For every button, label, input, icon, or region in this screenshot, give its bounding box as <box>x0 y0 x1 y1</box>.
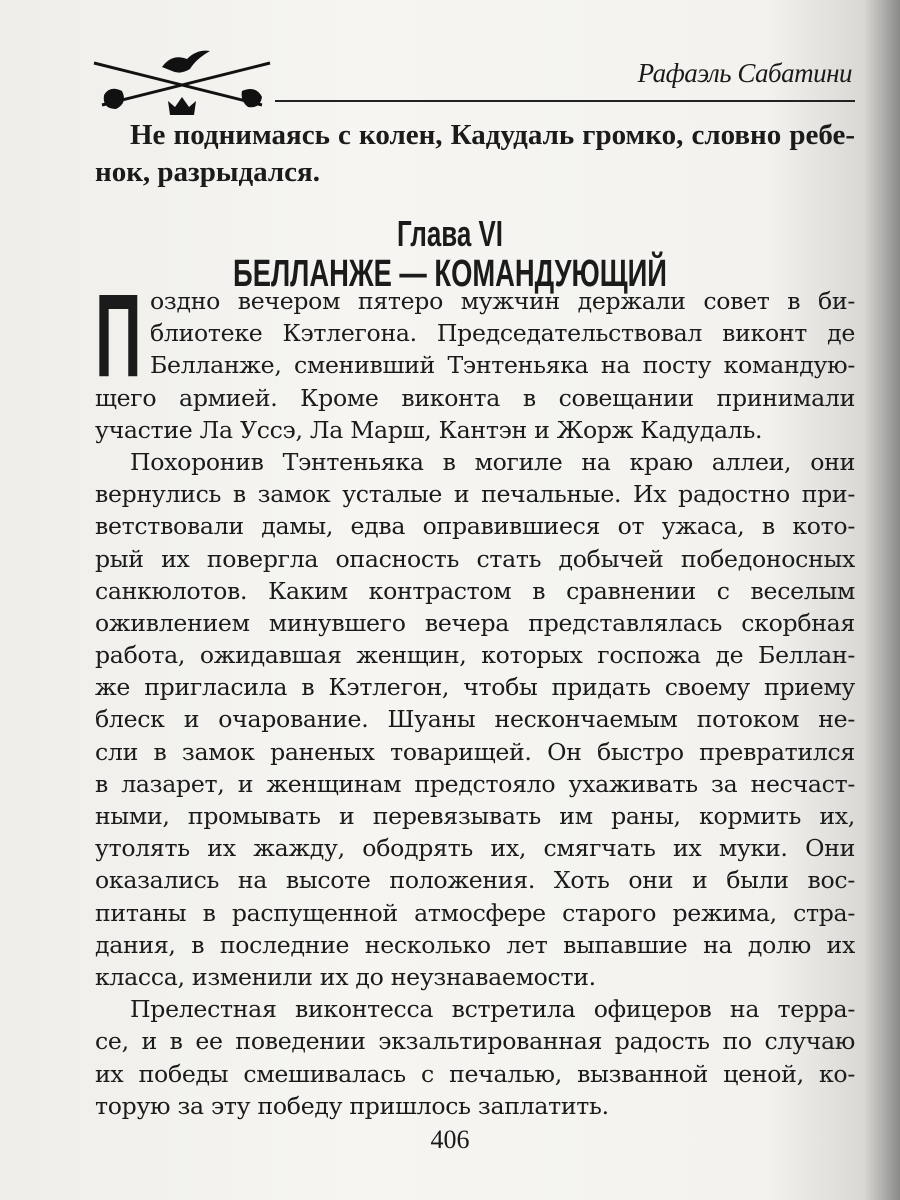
text-line: в лазарет, и женщинам предстояло ухаживать за несчаст- <box>95 769 855 798</box>
text-line: ными, промывать и перевязывать им раны, кормить их, <box>95 802 855 830</box>
text-line: Похоронив Тэнтеньяка в могиле на краю аллеи, они <box>130 447 855 476</box>
header-rule <box>275 100 855 102</box>
text-line: их победы смешивалась с печалью, вызванной ценой, ко- <box>95 1059 855 1088</box>
text-line: Белланже, сменивший Тэнтеньяка на посту командую- <box>150 351 855 380</box>
header-emblem <box>92 45 272 120</box>
text-line: питаны в распущенной атмосфере старого режима, стра- <box>95 898 855 927</box>
text-line: работа, ожидавшая женщин, которых госпожа де Беллан- <box>95 641 855 670</box>
text-line: блеск и очарование. Шуаны нескончаемым потоком не- <box>95 705 855 734</box>
text-line: оздно вечером пятеро мужчин держали совет в би- <box>150 287 855 315</box>
text-line: дания, в последние несколько лет выпавшие на долю их <box>95 930 855 959</box>
text-line: сли в замок раненых товарищей. Он быстро превратился <box>95 737 855 766</box>
text-line: се, и в ее поведении экзальтированная радость по случаю <box>95 1027 855 1056</box>
chapter-title: БЕЛЛАНЖЕ — КОМАНДУЮЩИЙ <box>233 253 667 295</box>
drop-cap: П <box>95 270 142 402</box>
text-line: класса, изменили их до неузнаваемости. <box>95 962 596 991</box>
text-line: же пригласила в Кэтлегон, чтобы придать своему приему <box>95 673 855 702</box>
text-line: ветствовали дамы, едва оправившиеся от ужаса, в кото- <box>95 512 855 541</box>
text-line: вернулись в замок усталые и печальные. Их радостно при- <box>95 480 855 509</box>
text-line: утолять их жажду, ободрять их, смягчать их муки. Они <box>95 834 855 863</box>
text-line: оживлением минувшего вечера представлялась скорбная <box>95 608 855 637</box>
chapter-number: Глава VI <box>397 213 503 254</box>
text-line: щего армией. Кроме виконта в совещании принимали <box>95 383 855 412</box>
crossed-sabres-icon <box>92 45 272 120</box>
page-number: 406 <box>430 1125 470 1154</box>
text-line: нок, разрыдался. <box>95 156 320 188</box>
text-line: оказались на высоте положения. Хоть они и были вос- <box>95 866 855 895</box>
text-line: блиотеке Кэтлегона. Председательствовал виконт де <box>150 319 855 348</box>
text-line: торую за эту победу пришлось заплатить. <box>95 1091 609 1120</box>
text-line: Прелестная виконтесса встретила офицеров на терра- <box>130 995 855 1024</box>
text-line: рый их повергла опасность стать добычей победоносных <box>95 544 855 573</box>
intro-paragraph <box>95 117 855 191</box>
text-line: Не поднимаясь с колен, Кадудаль громко, словно ребе- <box>130 119 855 151</box>
text-line: участие Ла Уссэ, Ла Марш, Кантэн и Жорж Кадудаль. <box>95 415 763 444</box>
running-header-author: Рафаэль Сабатини <box>637 58 852 88</box>
text-line: санкюлотов. Каким контрастом в сравнении с веселым <box>95 576 855 605</box>
